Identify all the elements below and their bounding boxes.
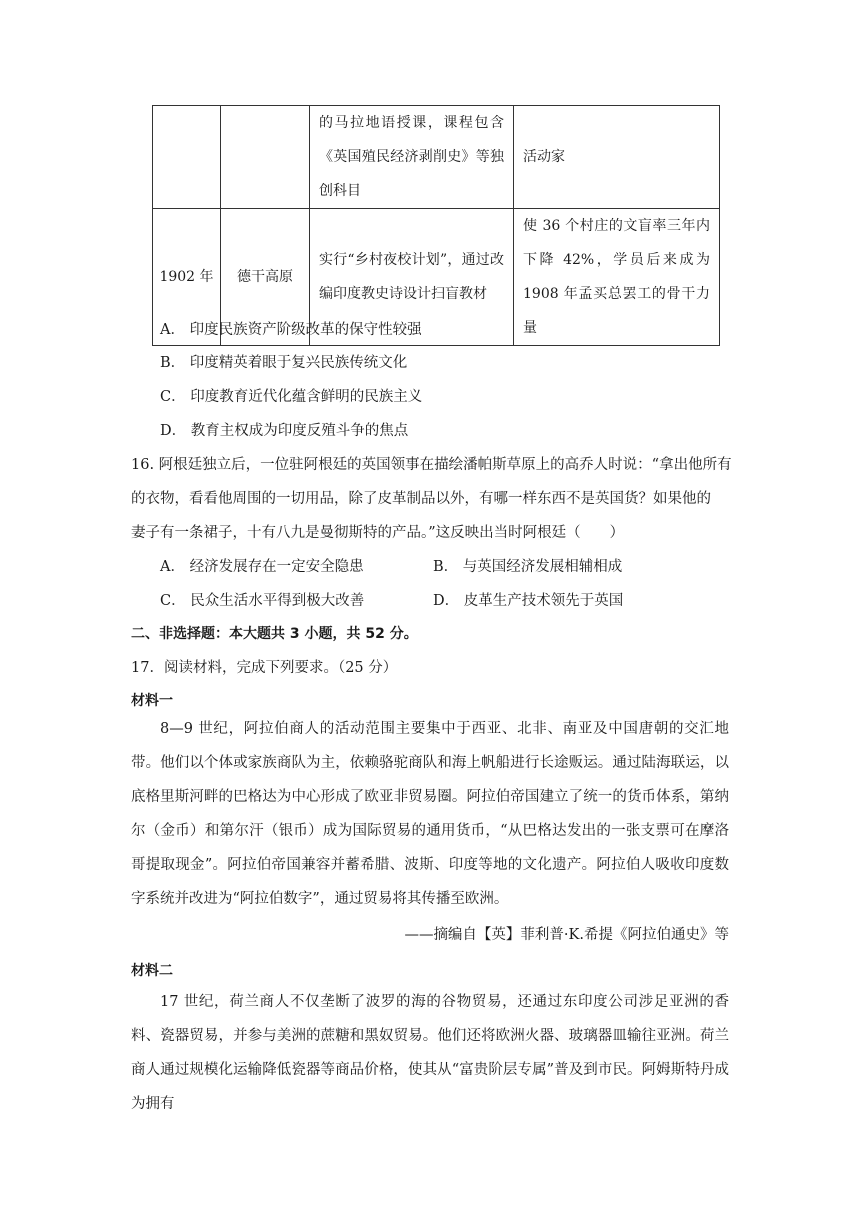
q15-option-d: D． 教育主权成为印度反殖斗争的焦点 [160, 423, 409, 439]
q16-stem-line2: 的衣物，看看他周围的一切用品，除了皮革制品以外，有哪一样东西不是英国货？如果他的 [131, 491, 711, 507]
material-one-text: 8—9 世纪，阿拉伯商人的活动范围主要集中于西亚、北非、南亚及中国唐朝的交汇地带。他们以个体或家族商队为主，依赖骆驼商队和海上帆船进行长途贩运。通过陆海联运，以底格里斯河畔的巴格达为中心形成了欧亚非贸易圈。阿拉伯帝国建立了统一的货币体系，第纳尔（金币）和第尔汗（银币）成为国际贸易的通用货币，“从巴格达发出的一张支票可在摩洛哥提取现金”。阿拉伯帝国兼容并蓄希腊、波斯、印度等地的文化遗产。阿拉伯人吸收印度数字系统并改进为“阿拉伯数字”，通过贸易将其传播至欧洲。 [131, 721, 729, 907]
q16-stem-line1: 16. 阿根廷独立后，一位驻阿根廷的英国领事在描绘潘帕斯草原上的高乔人时说：“拿出他所有 [131, 457, 732, 473]
table-cell-place: 德干高原 [221, 209, 310, 346]
q16-option-a: A． 经济发展存在一定安全隐患 [160, 559, 364, 575]
q15-option-a: A． 印度民族资产阶级改革的保守性较强 [160, 322, 422, 338]
q15-option-c: C． 印度教育近代化蕴含鲜明的民族主义 [160, 389, 423, 405]
table-cell-place [221, 106, 310, 209]
material-one-source: ——摘编自【英】菲利普·K.希提《阿拉伯通史》等 [404, 927, 729, 943]
material-two-text: 17 世纪，荷兰商人不仅垄断了波罗的海的谷物贸易，还通过东印度公司涉足亚洲的香料、瓷器贸易，并参与美洲的蔗糖和黑奴贸易。他们还将欧洲火器、玻璃器皿输往亚洲。荷兰商人通过规模化运输降低瓷器等商品价格，使其从“富贵阶层专属”普及到市民。阿姆斯特丹成为拥有 [131, 994, 729, 1112]
q16-option-d: D． 皮革生产技术领先于英国 [433, 593, 624, 609]
table-cell-measure: 实行“乡村夜校计划”，通过改编印度教史诗设计扫盲教材 [310, 209, 514, 346]
material-two-title: 材料二 [131, 963, 173, 979]
reform-table [152, 105, 720, 346]
q15-option-b: B． 印度精英着眼于复兴民族传统文化 [160, 355, 408, 371]
q16-option-c: C． 民众生活水平得到极大改善 [160, 593, 365, 609]
q17-stem: 17．阅读材料，完成下列要求。（25 分） [131, 660, 398, 676]
q16-option-b: B． 与英国经济发展相辅相成 [433, 559, 623, 575]
table-cell-measure: 的马拉地语授课，课程包含《英国殖民经济剥削史》等独创科目 [310, 106, 514, 209]
q16-stem-line3: 妻子有一条裙子，十有八九是曼彻斯特的产品。”这反映出当时阿根廷（ ） [131, 525, 625, 541]
table-cell-effect: 使 36 个村庄的文盲率三年内下降 42%，学员后来成为 1908 年孟买总罢工的骨干力量 [514, 209, 720, 346]
table-cell-year [153, 106, 221, 209]
table-row [153, 106, 720, 209]
section-heading: 二、非选择题：本大题共 3 小题，共 52 分。 [131, 626, 418, 642]
table-cell-year: 1902 年 [153, 209, 221, 346]
material-one-title: 材料一 [131, 693, 173, 709]
table-cell-effect: 活动家 [514, 106, 720, 209]
